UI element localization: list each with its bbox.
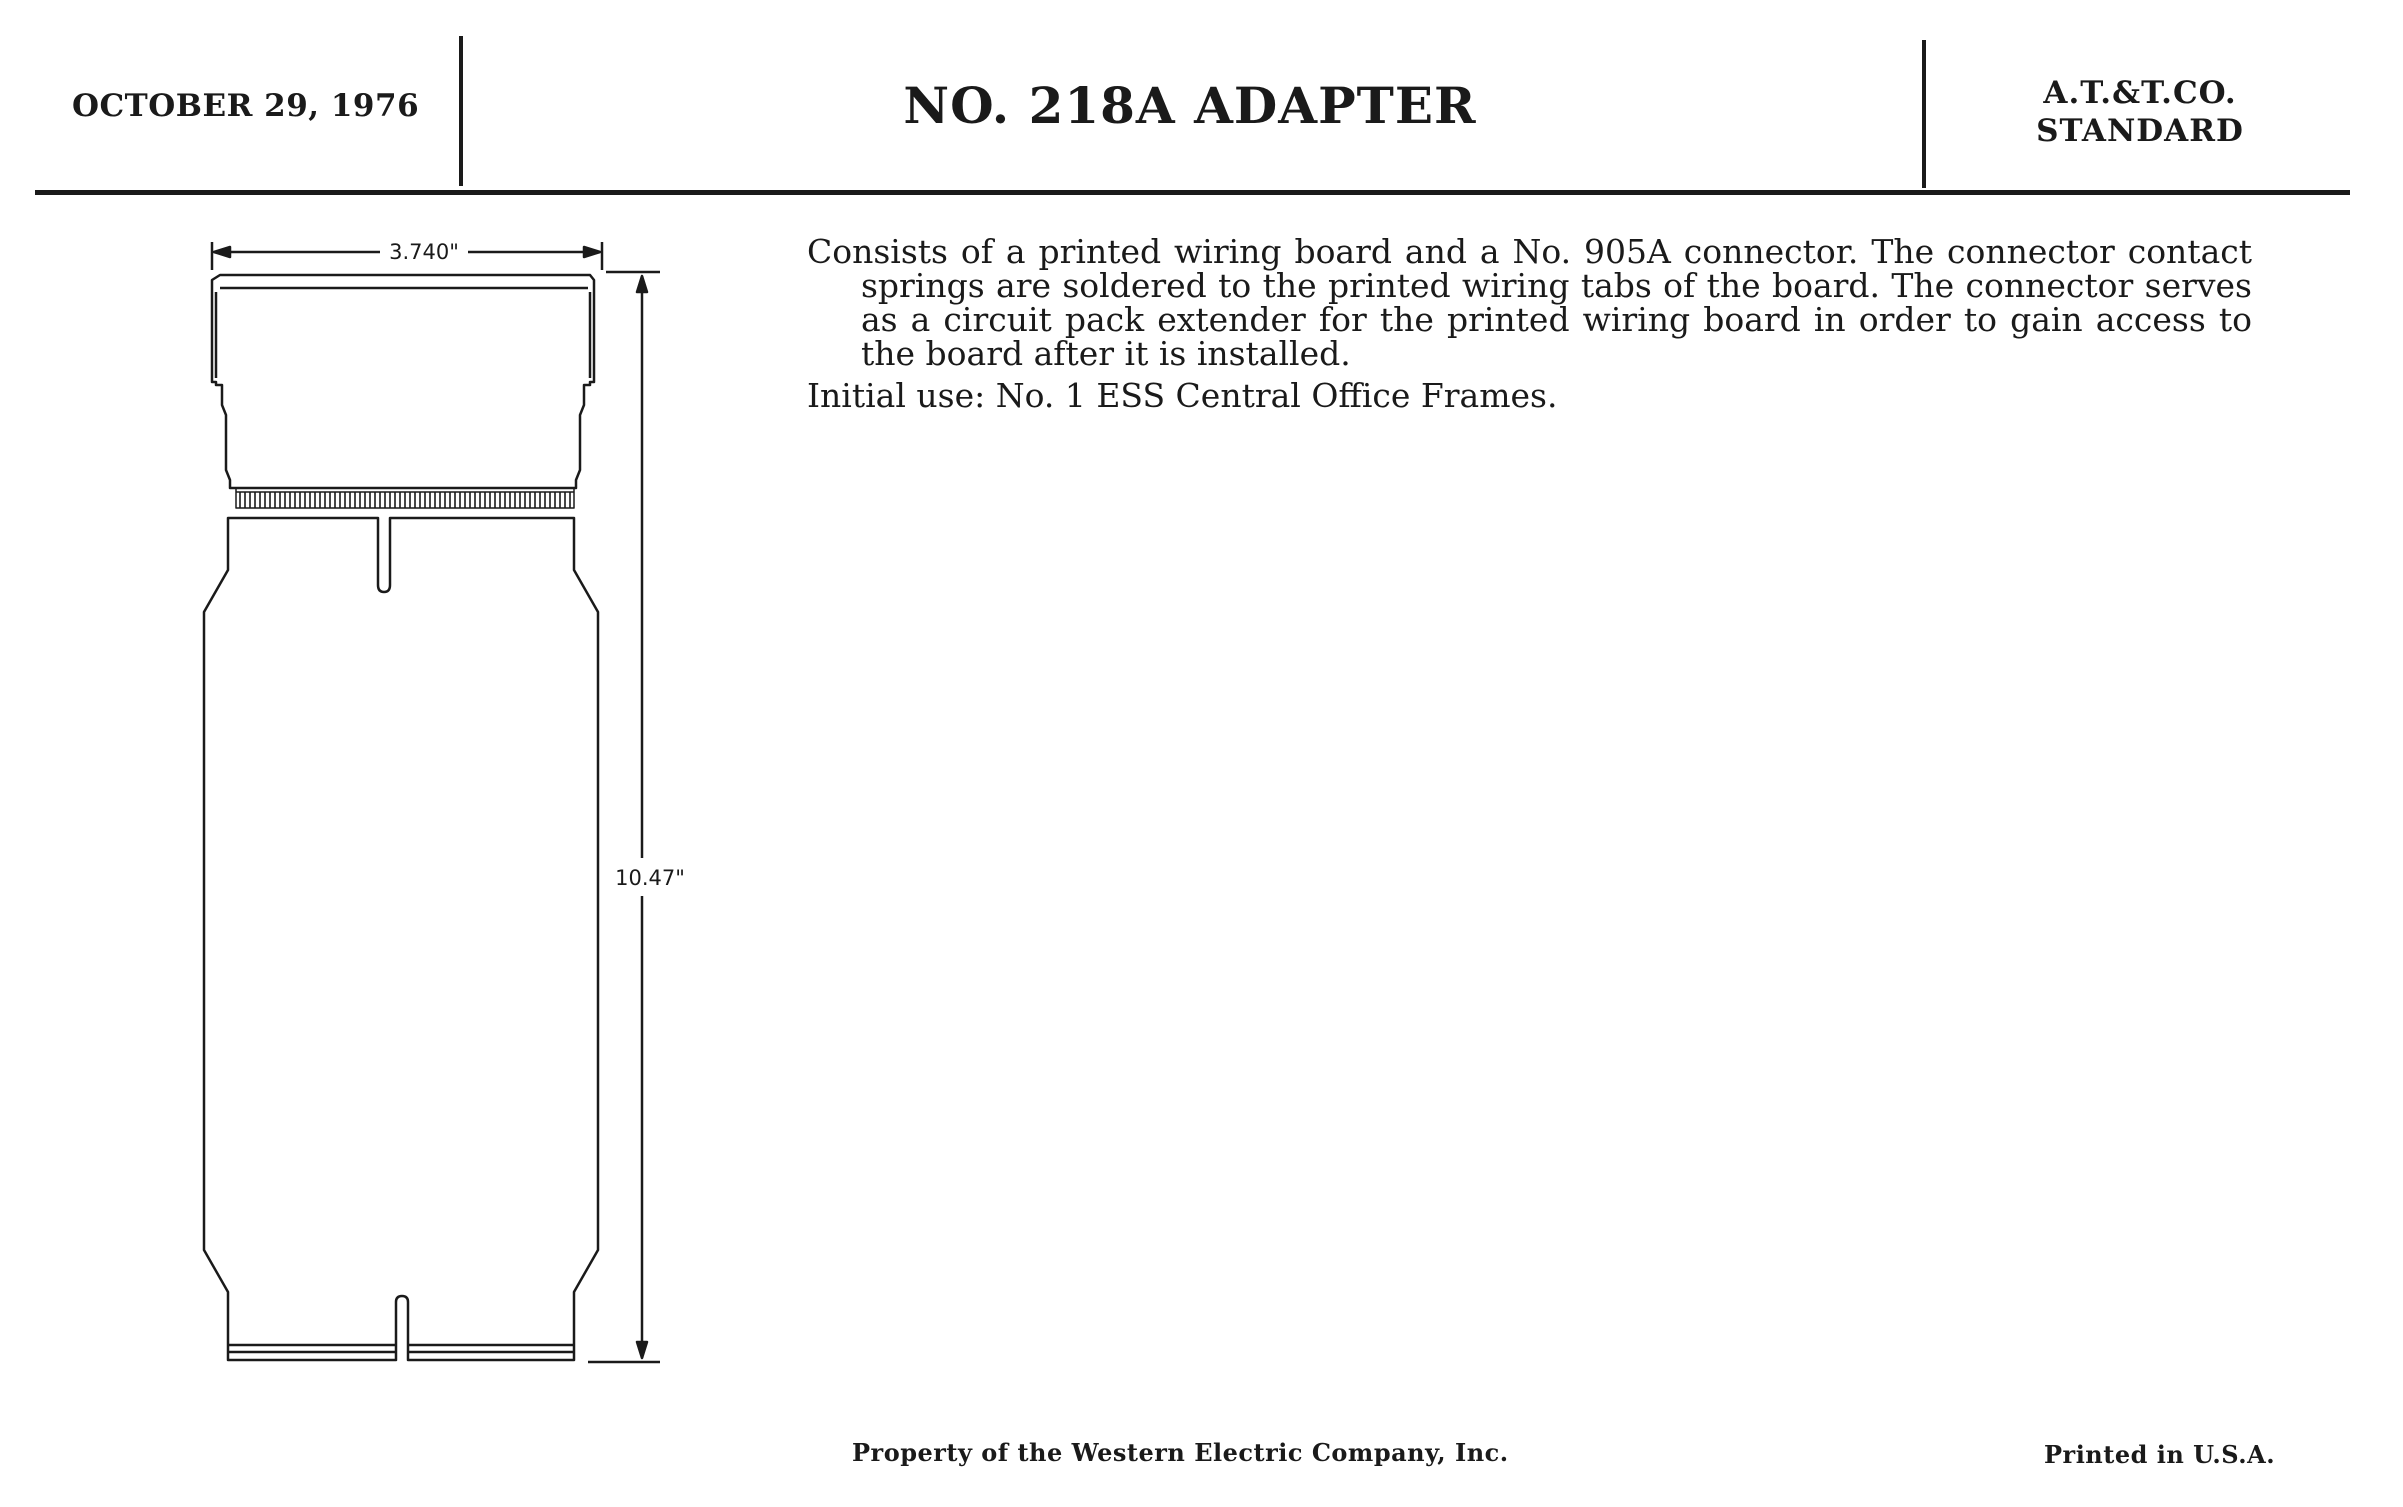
finger-ticks xyxy=(240,492,570,508)
height-label: 10.47" xyxy=(615,866,685,890)
printed-notice: Printed in U.S.A. xyxy=(2044,1440,2276,1469)
standard-label: STANDARD xyxy=(2036,113,2244,149)
property-notice: Property of the Western Electric Company, Inc. xyxy=(852,1438,1509,1467)
description-paragraph: Consists of a printed wiring board and a No. 905A connector. The connector contact springs are soldered to the printed wiring tabs of the board. The connector serves as a circuit pack extender for the printed wiring board in order to gain access to the board after it is installed. xyxy=(807,232,2252,373)
width-label: 3.740" xyxy=(389,240,459,264)
standard-mark xyxy=(1980,74,2300,150)
description xyxy=(807,232,2252,415)
header-rule xyxy=(35,190,2350,195)
initial-use: Initial use: No. 1 ESS Central Office Frames. xyxy=(807,376,1558,415)
header-divider-right xyxy=(1922,40,1926,188)
card-date: OCTOBER 29, 1976 xyxy=(72,88,420,124)
standard-company: A.T.&T.CO. xyxy=(2043,75,2237,111)
printed-wiring-board xyxy=(204,518,598,1360)
adapter-drawing xyxy=(190,230,730,1380)
card-title: NO. 218A ADAPTER xyxy=(903,76,1477,135)
connector-body xyxy=(212,275,594,488)
